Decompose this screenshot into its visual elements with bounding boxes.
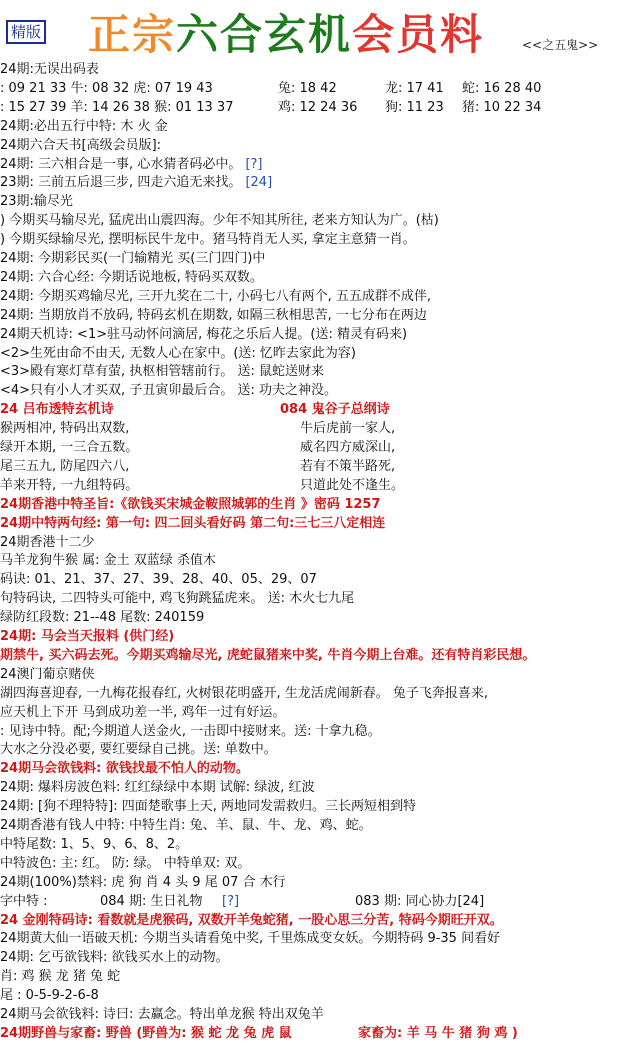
line-text: 湖四海喜迎春, 一九梅花报春红, 火树银花明盛开, 生龙活虎闹新春。 兔子飞奔报喜来, [0,685,489,701]
text-line [0,722,621,741]
line-segment: 鸡: 12 24 36 [278,99,358,115]
text-line [0,570,621,589]
page-header [0,0,621,58]
line-segment: 24期野兽与家畜: 野兽 (野兽为: 猴 蛇 龙 兔 虎 鼠 [0,1025,292,1041]
line-segment: 蛇: 16 28 40 [462,80,542,96]
line-text: 24期黄大仙一语破天机: 今期当头请看兔中奖, 千里炼成变女妖。今期特码 9-35 间看好 [0,931,501,947]
line-text: 24期: 今期买鸡输尽光, 三开九奖在二十, 小码七八有两个, 五五成群不成伴, [0,288,431,304]
line-text: 24期: 六合心经: 今期话说地板, 特码买双数。 [0,269,263,285]
line-text: 句特码诀, 二四特头可能中, 鸡飞狗跳猛虎来。 送: 木火七九尾 [0,591,355,607]
text-line [0,797,621,816]
line-text: 24期: 乞丐欲钱料: 欲钱买水上的动物。 [0,950,229,966]
line-segment: 若有不策半路死, [300,458,396,474]
line-segment: 狗: 11 23 [385,99,444,115]
line-text: 24澳门葡京赌侠 [0,666,95,682]
text-line [0,98,621,117]
line-text: 中特尾数: 1、5、9、6、8、2。 [0,836,189,852]
line-segment: 绿开本期, 一三合五数。 [0,440,139,455]
line-text: 马羊龙狗牛猴 属: 金土 双蓝绿 杀值木 [0,553,216,569]
line-text: 24期: 当期放肖不放码, 特码玄机在期数, 如隔三秋相思苦, 一七分布在两边 [0,307,427,323]
line-segment: 字中特 : [0,893,48,909]
text-line [0,155,621,174]
text-line [0,608,621,627]
line-segment: 猪: 10 22 34 [462,99,542,115]
text-line [0,381,621,400]
text-line [0,684,621,703]
text-line [0,173,621,192]
author-tag: <<之五鬼>> [522,38,599,52]
text-line [0,419,621,438]
line-text: 24期天机诗: <1>驻马动怀问滴居, 梅花之乐后人提。(送: 精灵有码来) [0,326,408,342]
line-text: 24期: 今期彩民买(一门输精光 买(三门四门)中 [0,251,266,266]
line-text: 期禁牛, 买六码去死。今期买鸡输尽光, 虎蛇鼠猪来中奖, 牛肖今期上台难。还有特肖彩民想。 [0,647,536,663]
text-line [0,476,621,495]
line-text: 应天机上下开 马到成功差一半, 鸡年一过有好运。 [0,704,286,720]
line-text: : 见诗中特。配;今期道人送金火, 一击即中接财来。送: 十拿九稳。 [0,723,381,739]
text-line [0,60,621,79]
text-line [0,495,621,514]
text-line [0,306,621,325]
text-line [0,986,621,1005]
line-text: 23期: 三前五后退三步, 四走六追无来找。 [0,175,242,191]
line-text: 24期(100%)禁料: 虎 狗 肖 4 头 9 尾 07 合 木行 [0,874,286,890]
line-text: ) 今期买马输尽光, 猛虎出山震四海。少年不知其所往, 老来方知认为广。(枯) [0,213,439,229]
line-segment: 084 期: 生日礼物 [100,893,203,909]
line-tail: [?] [241,156,263,172]
title-part-2: 六合 [176,10,265,59]
text-line [0,646,621,665]
text-line [0,627,621,646]
text-line [0,117,621,136]
line-text: 肖: 鸡 猴 龙 猪 兔 蛇 [0,969,121,985]
line-segment: 084 鬼谷子总纲诗 [280,402,390,418]
line-segment: 兔: 18 42 [278,80,337,96]
text-line [0,854,621,873]
text-line [0,665,621,684]
text-line [0,835,621,854]
line-text: 中特波色: 主: 红。 防: 绿。 中特单双: 双。 [0,855,251,871]
line-text: 24期: 马会当天报料 (供门经) [0,629,175,644]
line-segment: 羊来开特, 一九组特码。 [0,477,139,493]
line-text: ) 今期买绿输尽光, 摆明标民牛龙中。猪马特肖无人买, 拿定主意猜一肖。 [0,232,416,248]
line-text: 23期:输尽光 [0,194,73,210]
line-segment: 尾三五九, 防尾四六八, [0,458,130,474]
text-line [0,457,621,476]
line-segment: 龙: 17 41 [385,80,444,96]
line-text: <2>生死由命不由天, 无数人心在家中。(送: 忆昨去家此为容) [0,345,356,361]
line-segment: [?] [222,893,240,909]
line-text: 24期: 爆料房波色料: 红红绿绿中本期 试解: 绿波, 红波 [0,780,315,796]
title-part-1: 正宗 [88,10,177,59]
line-segment: : 15 27 39 羊: 14 26 38 猴: 01 13 37 [0,99,234,115]
line-text: 24期香港十二少 [0,534,95,550]
text-line [0,703,621,722]
text-line [0,778,621,797]
line-text: 24 金刚特码诗: 看数就是虎猴码, 双数开羊兔蛇猪, 一股心思三分苦, 特码今期旺开双。 [0,912,503,928]
line-segment: 牛后虎前一家人, [300,421,396,437]
text-line [0,362,621,381]
text-line [0,911,621,930]
text-line [0,344,621,363]
text-line [0,514,621,533]
line-text: 24期香港中特圣旨:《欲钱买宋城金鞍照城郭的生肖 》密码 1257 [0,496,381,512]
line-text: 24期马会欲钱料: 欲钱找最不怕人的动物。 [0,761,249,777]
text-line [0,873,621,892]
text-line [0,192,621,211]
text-line [0,136,621,155]
text-line [0,740,621,759]
text-line [0,759,621,778]
line-text: 大水之分没必要, 要红要绿自己挑。送: 单数中。 [0,742,277,758]
line-text: 24期: 三六相合是一事, 心水猜者码必中。 [0,156,242,172]
title-part-4: 会员料 [352,10,485,59]
line-segment: 083 期: 同心协力[24] [355,893,485,909]
text-line [0,929,621,948]
line-text: 24期中特两句经: 第一句: 四二回头看好码 第二句:三七三八定相连 [0,515,386,531]
line-tail: [24] [241,175,273,191]
line-segment: 猴两相冲, 特码出双数, [0,421,130,437]
line-segment: 家畜为: 羊 马 牛 猪 狗 鸡 ) [358,1025,518,1041]
line-text: 24期:无误出码表 [0,62,99,77]
text-line [0,948,621,967]
text-line [0,1024,621,1043]
line-text: 尾 : 0-5-9-2-6-8 [0,988,99,1004]
text-line [0,287,621,306]
line-text: 24期马会欲钱料: 诗曰: 去赢念。特出单龙猴 特出双兔羊 [0,1007,324,1022]
line-text: 绿防红段数: 21--48 尾数: 240159 [0,610,205,626]
line-segment: 只道此处不逢生。 [300,477,405,493]
text-line [0,249,621,268]
text-line [0,551,621,570]
text-line [0,967,621,986]
title-part-3: 玄机 [264,10,353,59]
line-segment: 威名四方威深山, [300,440,396,455]
edition-badge: 精版 [6,20,46,44]
text-line [0,268,621,287]
line-text: 24期:必出五行中特: 木 火 金 [0,118,168,134]
text-line [0,589,621,608]
text-line [0,325,621,344]
line-text: 码诀: 01、21、37、27、39、28、40、05、29、07 [0,572,317,588]
text-line [0,79,621,98]
text-line [0,892,621,911]
line-text: 24期: [狗不理特特]: 四面楚歌事上天, 两地同发需救归。三长两短相到特 [0,799,416,815]
text-line [0,400,621,419]
line-text: 24期六合天书[高级会员版]: [0,137,162,153]
text-line [0,438,621,457]
line-text: <3>殿有寒灯草有萤, 执枢相管辖前行。 送: 鼠蛇送财来 [0,364,324,380]
text-line [0,211,621,230]
text-line [0,230,621,249]
line-text: 24期香港有钱人中特: 中特生肖: 兔、羊、鼠、牛、龙、鸡、蛇。 [0,818,372,833]
line-text: <4>只有小人才买双, 子丑寅卯最后合。 送: 功夫之神没。 [0,383,337,399]
page-title [88,2,484,62]
line-segment: : 09 21 33 牛: 08 32 虎: 07 19 43 [0,80,213,96]
text-line [0,533,621,552]
line-segment: 24 吕布透特玄机诗 [0,402,114,418]
text-line [0,816,621,835]
